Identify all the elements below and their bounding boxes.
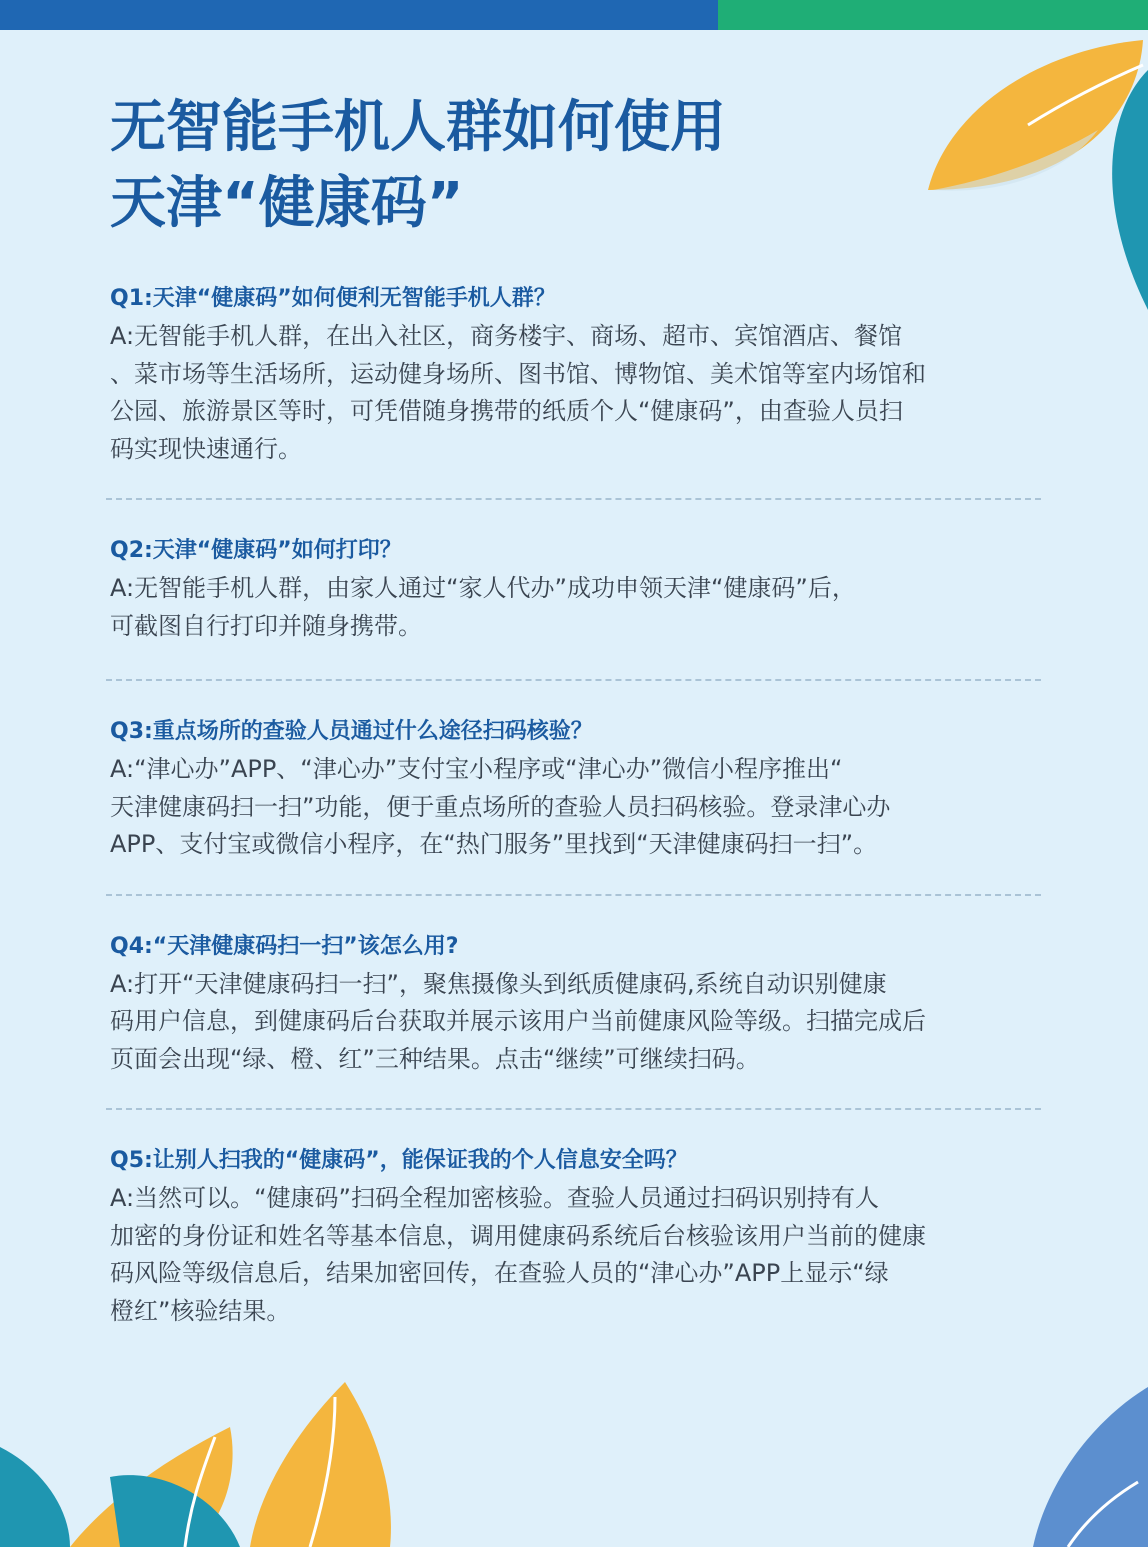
leaf-teal-left xyxy=(0,1447,70,1547)
top-bar-green-segment xyxy=(718,0,1148,30)
answer-4-line: A:打开“天津健康码扫一扫”，聚焦摄像头到纸质健康码,系统自动识别健康 xyxy=(110,969,887,998)
answer-1-line: 公园、旅游景区等时，可凭借随身携带的纸质个人“健康码”，由查验人员扫 xyxy=(110,397,903,425)
divider xyxy=(106,894,1041,896)
qa-item-3 xyxy=(110,715,1055,864)
page-title xyxy=(110,90,890,242)
answer-1 xyxy=(110,318,1055,468)
answer-3-line: A:“津心办”APP、“津心办”支付宝小程序或“津心办”微信小程序推出“ xyxy=(110,755,843,783)
divider xyxy=(106,1108,1041,1110)
answer-2-line: 可截图自行打印并随身携带。 xyxy=(110,611,422,640)
leaf-decoration-bottom-left-icon xyxy=(0,1377,420,1547)
answer-1-line: 、菜市场等生活场所，运动健身场所、图书馆、博物馆、美术馆等室内场馆和 xyxy=(110,359,926,388)
question-2: Q2:天津“健康码”如何打印？ xyxy=(110,538,402,563)
answer-1-line: 码实现快速通行。 xyxy=(110,434,302,463)
qa-item-2 xyxy=(110,534,1055,645)
question-5: Q5:让别人扫我的“健康码”，能保证我的个人信息安全吗？ xyxy=(110,1148,688,1173)
answer-5-line: 码风险等级信息后，结果加密回传，在查验人员的“津心办”APP上显示“绿 xyxy=(110,1259,889,1287)
question-3: Q3:重点场所的查验人员通过什么途径扫码核验？ xyxy=(110,719,593,744)
answer-2 xyxy=(110,570,1055,645)
qa-item-5 xyxy=(110,1144,1055,1330)
answer-2-line: A:无智能手机人群，由家人通过“家人代办”成功申领天津“健康码”后， xyxy=(110,574,856,602)
answer-4 xyxy=(110,966,1055,1079)
leaf-decoration-bottom-right-icon xyxy=(1018,1387,1148,1547)
answer-4-line: 码用户信息，到健康码后台获取并展示该用户当前健康风险等级。扫描完成后 xyxy=(110,1007,926,1035)
answer-5-line: 加密的身份证和姓名等基本信息，调用健康码系统后台核验该用户当前的健康 xyxy=(110,1221,926,1250)
question-1: Q1:天津“健康码”如何便利无智能手机人群？ xyxy=(110,286,556,311)
qa-item-4 xyxy=(110,930,1055,1079)
question-4: Q4:“天津健康码扫一扫”该怎么用? xyxy=(110,933,459,959)
answer-5-line: 橙红”核验结果。 xyxy=(110,1296,291,1325)
answer-1-line: A:无智能手机人群，在出入社区，商务楼宇、商场、超市、宾馆酒店、餐馆 xyxy=(110,322,903,350)
qa-item-1 xyxy=(110,282,1055,468)
divider xyxy=(106,498,1041,500)
answer-5-line: A:当然可以。“健康码”扫码全程加密核验。查验人员通过扫码识别持有人 xyxy=(110,1184,879,1212)
top-color-bar xyxy=(0,0,1148,30)
top-bar-blue-segment xyxy=(0,0,718,30)
answer-4-line: 页面会出现“绿、橙、红”三种结果。点击“继续”可继续扫码。 xyxy=(110,1044,760,1073)
leaf-blue-shape xyxy=(1033,1387,1148,1547)
leaf-decoration-top-right-icon xyxy=(908,30,1148,320)
answer-3-line: APP、支付宝或微信小程序，在“热门服务”里找到“天津健康码扫一扫”。 xyxy=(110,830,878,858)
answer-3-line: 天津健康码扫一扫”功能，便于重点场所的查验人员扫码核验。登录津心办 xyxy=(110,792,891,821)
leaf-yellow-big xyxy=(250,1382,391,1547)
answer-3 xyxy=(110,751,1055,864)
qa-list xyxy=(110,282,1055,1330)
answer-5 xyxy=(110,1180,1055,1330)
divider xyxy=(106,679,1041,681)
page-title-line-1: 无智能手机人群如何使用 xyxy=(110,95,726,160)
page-title-line-2: 天津“健康码” xyxy=(110,171,464,236)
